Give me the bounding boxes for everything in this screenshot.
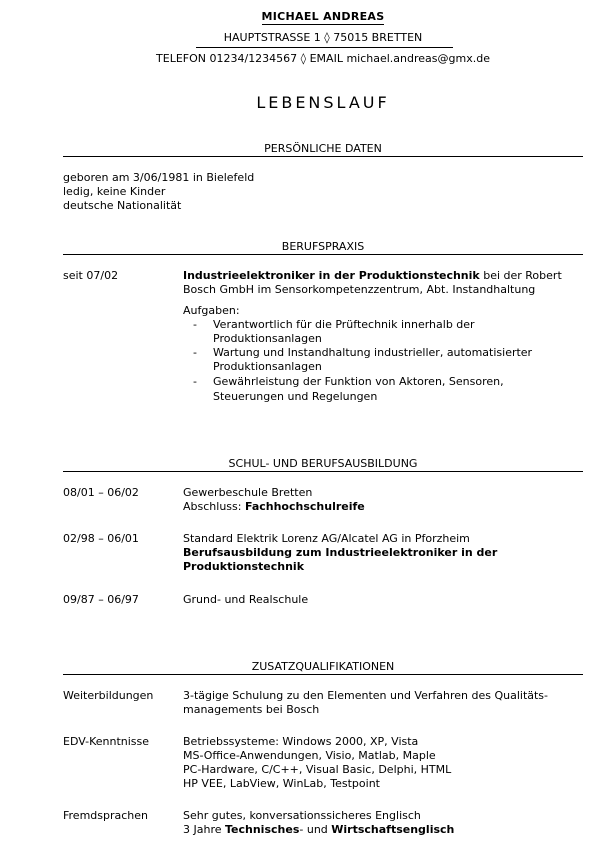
practice-position bbox=[183, 269, 562, 283]
personal-birth: geboren am 3/06/1981 in Bielefeld bbox=[63, 171, 255, 184]
practice-date: seit 07/02 bbox=[63, 269, 119, 282]
it-skills-label: EDV-Kenntnisse bbox=[63, 735, 150, 748]
education-apprenticeship: Berufsausbildung zum Industrieelektroniker in der bbox=[183, 546, 498, 559]
education-date: 02/98 – 06/01 bbox=[63, 532, 139, 545]
language-line: 3 Jahre Technisches- und Wirtschaftsenglisch bbox=[183, 823, 455, 836]
education-degree: Abschluss: Fachhochschulreife bbox=[183, 500, 365, 513]
languages-label: Fremdsprachen bbox=[63, 809, 149, 822]
job-employer: bei der Robert bbox=[479, 269, 562, 282]
personal-status: ledig, keine Kinder bbox=[63, 185, 166, 198]
education-date: 09/87 – 06/97 bbox=[63, 593, 139, 606]
section-title-qualifications: ZUSATZQUALIFIKATIONEN bbox=[251, 660, 395, 673]
task-item-cont: Produktionsanlagen bbox=[213, 332, 322, 345]
it-skill-line: PC-Hardware, C/C++, Visual Basic, Delphi, HTML bbox=[183, 763, 452, 776]
practice-position-line2: Bosch GmbH im Sensorkompetenzzentrum, Abt. Instandhaltung bbox=[183, 283, 536, 296]
task-bullet: - bbox=[193, 375, 197, 388]
training-text: 3-tägige Schulung zu den Elementen und Verfahren des Qualitäts- bbox=[183, 689, 549, 702]
section-rule bbox=[63, 254, 583, 255]
task-bullet: - bbox=[193, 318, 197, 331]
task-item: Gewährleistung der Funktion von Aktoren, Sensoren, bbox=[213, 375, 504, 388]
section-title-practice: BERUFSPRAXIS bbox=[281, 240, 365, 253]
section-rule bbox=[63, 471, 583, 472]
task-item: Verantwortlich für die Prüftechnik innerhalb der bbox=[213, 318, 475, 331]
it-skill-line: MS-Office-Anwendungen, Visio, Matlab, Maple bbox=[183, 749, 436, 762]
education-company: Standard Elektrik Lorenz AG/Alcatel AG in Pforzheim bbox=[183, 532, 470, 545]
task-item-cont: Steuerungen und Regelungen bbox=[213, 390, 378, 403]
education-school: Gewerbeschule Bretten bbox=[183, 486, 313, 499]
task-item: Wartung und Instandhaltung industrieller, automatisierter bbox=[213, 346, 533, 359]
section-title-personal: PERSÖNLICHE DATEN bbox=[264, 142, 382, 155]
it-skill-line: Betriebssysteme: Windows 2000, XP, Vista bbox=[183, 735, 419, 748]
training-text-cont: managements bei Bosch bbox=[183, 703, 320, 716]
task-bullet: - bbox=[193, 346, 197, 359]
training-label: Weiterbildungen bbox=[63, 689, 154, 702]
applicant-name: MICHAEL ANDREAS bbox=[261, 10, 385, 23]
section-title-education: SCHUL- UND BERUFSAUSBILDUNG bbox=[228, 457, 418, 470]
education-apprenticeship-cont: Produktionstechnik bbox=[183, 560, 305, 573]
job-title: Industrieelektroniker in der Produktionstechnik bbox=[183, 269, 480, 282]
it-skill-line: HP VEE, LabView, WinLab, Testpoint bbox=[183, 777, 380, 790]
document-title: LEBENSLAUF bbox=[256, 93, 390, 112]
address-underline bbox=[196, 47, 453, 48]
section-rule bbox=[63, 674, 583, 675]
education-school: Grund- und Realschule bbox=[183, 593, 309, 606]
section-rule bbox=[63, 156, 583, 157]
address-line: HAUPTSTRASSE 1 ◊ 75015 BRETTEN bbox=[223, 31, 423, 44]
personal-nationality: deutsche Nationalität bbox=[63, 199, 182, 212]
contact-line: TELEFON 01234/1234567 ◊ EMAIL michael.andreas@gmx.de bbox=[156, 52, 490, 65]
language-line: Sehr gutes, konversationssicheres Englisch bbox=[183, 809, 421, 822]
education-date: 08/01 – 06/02 bbox=[63, 486, 139, 499]
tasks-label: Aufgaben: bbox=[183, 304, 240, 317]
task-item-cont: Produktionsanlagen bbox=[213, 360, 322, 373]
